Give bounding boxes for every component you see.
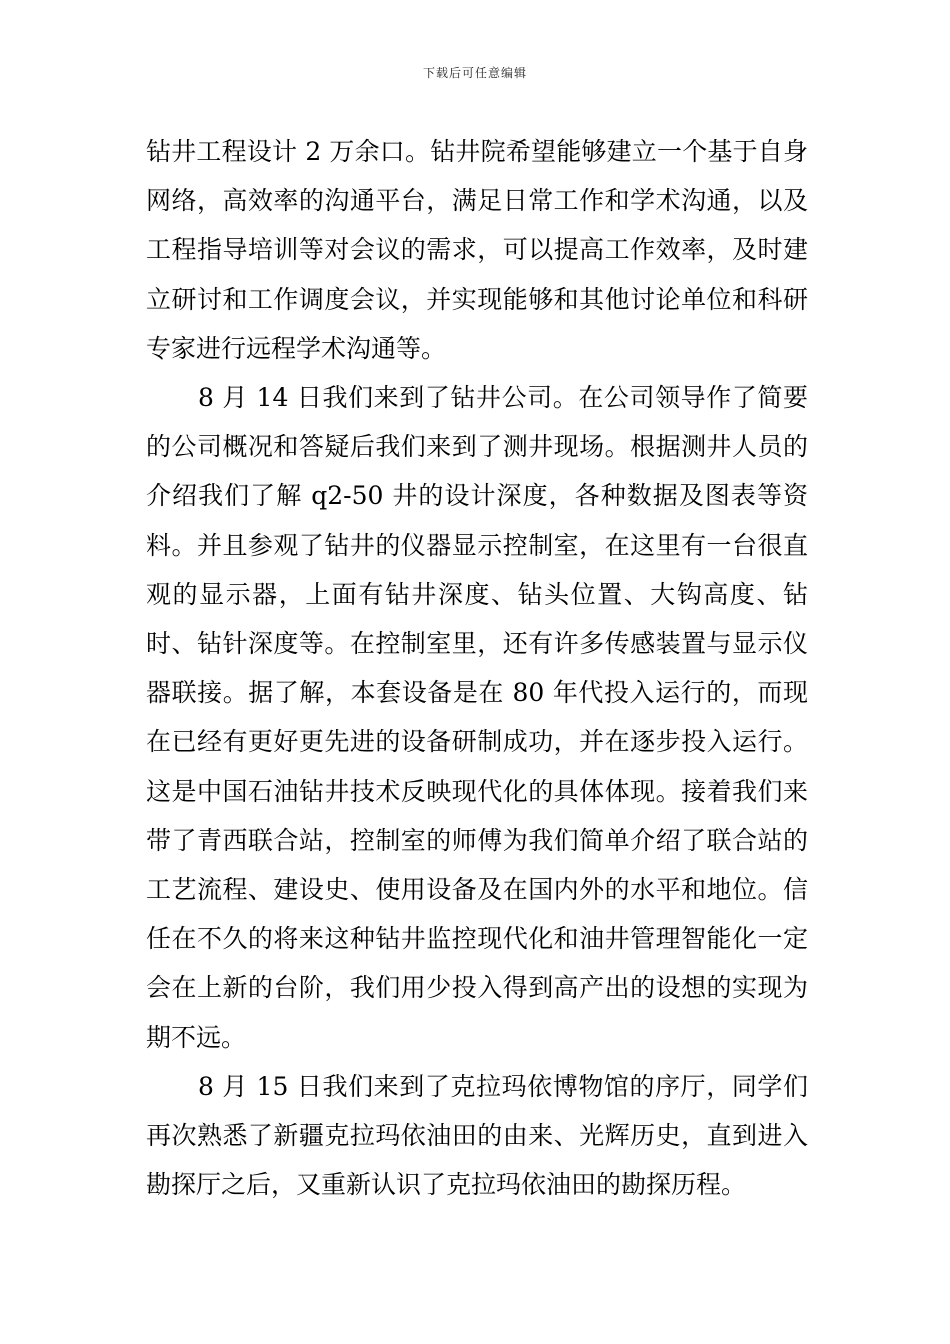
document-body [146, 127, 808, 1209]
page-header: 下载后可任意编辑 [422, 66, 527, 80]
paragraph-3: 8 月 15 日我们来到了克拉玛依博物馆的序厅，同学们再次熟悉了新疆克拉玛依油田的由来、光辉历史，直到进入勘探厅之后，又重新认识了克拉玛依油田的勘探历程。 [146, 1071, 808, 1200]
paragraph-2: 8 月 14 日我们来到了钻井公司。在公司领导作了简要的公司概况和答疑后我们来到了测井现场。根据测井人员的介绍我们了解 q2-50 井的设计深度，各种数据及图表等资料。并且参观了钻井的仪器显示控制室，在这里有一台很直观的显示器，上面有钻井深度、钻头位置、大钩高度、钻时、钻针深度等。在控制室里，还有许多传感装置与显示仪器联接。据了解，本套设备是在 80 年代投入运行的，而现在已经有更好更先进的设备研制成功，并在逐步投入运行。这是中国石油钻井技术反映现代化的具体体现。接着我们来带了青西联合站，控制室的师傅为我们简单介绍了联合站的工艺流程、建设史、使用设备及在国内外的水平和地位。信任在不久的将来这种钻井监控现代化和油井管理智能化一定会在上新的台阶，我们用少投入得到高产出的设想的实现为期不远。 [146, 383, 808, 1052]
paragraph-1: 钻井工程设计 2 万余口。钻井院希望能够建立一个基于自身网络，高效率的沟通平台，满足日常工作和学术沟通，以及工程指导培训等对会议的需求，可以提高工作效率，及时建立研讨和工作调度会议，并实现能够和其他讨论单位和科研专家进行远程学术沟通等。 [146, 137, 808, 363]
